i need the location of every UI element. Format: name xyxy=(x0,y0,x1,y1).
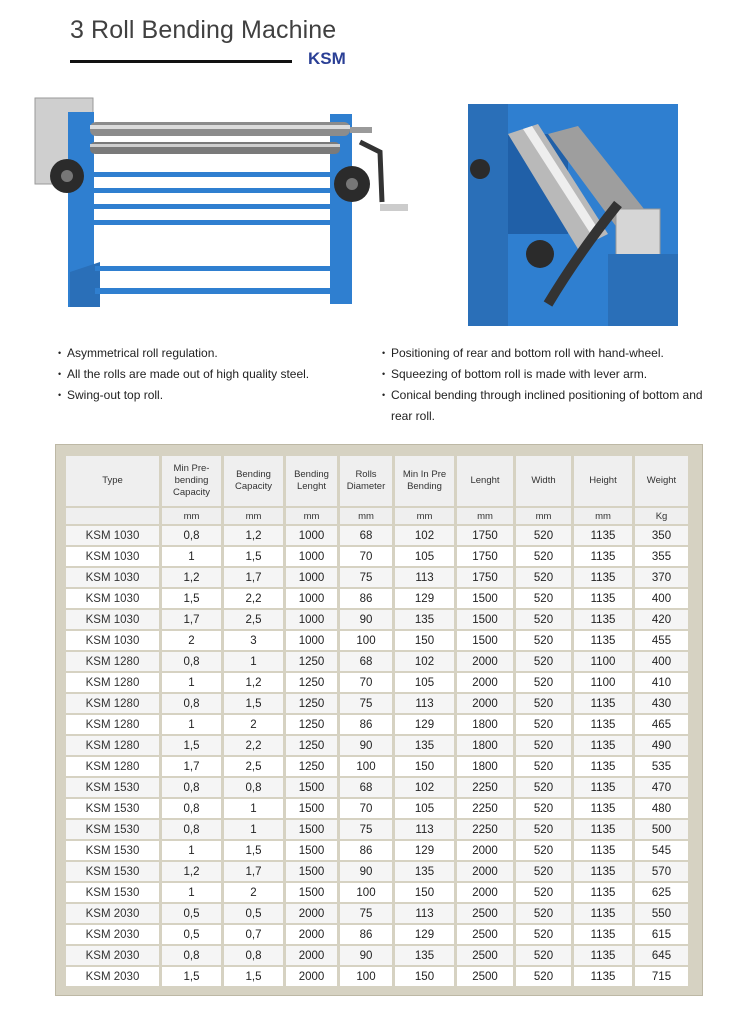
value-cell: 520 xyxy=(516,694,571,713)
column-header: Bending Capacity xyxy=(224,456,283,506)
value-cell: 150 xyxy=(395,631,454,650)
value-cell: 1500 xyxy=(286,862,337,881)
value-cell: 1,5 xyxy=(224,841,283,860)
value-cell: 0,8 xyxy=(162,694,221,713)
value-cell: 129 xyxy=(395,841,454,860)
unit-cell: mm xyxy=(224,508,283,524)
value-cell: 2000 xyxy=(457,841,513,860)
feature-item: • All the rolls are made out of high quality steel. xyxy=(58,364,368,385)
value-cell: 2250 xyxy=(457,820,513,839)
value-cell: 490 xyxy=(635,736,688,755)
value-cell: 520 xyxy=(516,652,571,671)
value-cell: 2,2 xyxy=(224,589,283,608)
value-cell: 68 xyxy=(340,652,392,671)
unit-cell: mm xyxy=(162,508,221,524)
value-cell: 1,7 xyxy=(162,610,221,629)
value-cell: 430 xyxy=(635,694,688,713)
value-cell: 113 xyxy=(395,694,454,713)
value-cell: 1,5 xyxy=(162,736,221,755)
table-header-row xyxy=(66,456,688,506)
table-row xyxy=(66,673,688,692)
value-cell: 1135 xyxy=(574,967,632,986)
value-cell: 1135 xyxy=(574,799,632,818)
table-row xyxy=(66,820,688,839)
value-cell: 0,8 xyxy=(224,946,283,965)
value-cell: 1135 xyxy=(574,736,632,755)
value-cell: 355 xyxy=(635,547,688,566)
type-cell: KSM 1030 xyxy=(66,547,159,566)
value-cell: 550 xyxy=(635,904,688,923)
machine-detail-photo xyxy=(468,104,678,326)
value-cell: 1135 xyxy=(574,778,632,797)
table-row xyxy=(66,925,688,944)
value-cell: 625 xyxy=(635,883,688,902)
value-cell: 520 xyxy=(516,820,571,839)
table-row xyxy=(66,631,688,650)
value-cell: 75 xyxy=(340,568,392,587)
table-row xyxy=(66,736,688,755)
value-cell: 100 xyxy=(340,631,392,650)
column-header: Weight xyxy=(635,456,688,506)
table-units-row xyxy=(66,508,688,524)
value-cell: 1250 xyxy=(286,694,337,713)
value-cell: 0,8 xyxy=(162,946,221,965)
value-cell: 102 xyxy=(395,652,454,671)
value-cell: 520 xyxy=(516,736,571,755)
value-cell: 150 xyxy=(395,757,454,776)
specifications-table xyxy=(63,454,691,988)
value-cell: 520 xyxy=(516,589,571,608)
feature-item: • Squeezing of bottom roll is made with lever arm. xyxy=(382,364,712,385)
value-cell: 90 xyxy=(340,736,392,755)
value-cell: 1250 xyxy=(286,673,337,692)
value-cell: 0,8 xyxy=(162,778,221,797)
value-cell: 400 xyxy=(635,589,688,608)
column-header: Bending Lenght xyxy=(286,456,337,506)
value-cell: 150 xyxy=(395,967,454,986)
value-cell: 1000 xyxy=(286,631,337,650)
column-header: Rolls Diameter xyxy=(340,456,392,506)
value-cell: 470 xyxy=(635,778,688,797)
value-cell: 1135 xyxy=(574,610,632,629)
value-cell: 1,5 xyxy=(224,694,283,713)
value-cell: 86 xyxy=(340,715,392,734)
value-cell: 100 xyxy=(340,967,392,986)
value-cell: 1,5 xyxy=(224,547,283,566)
type-cell: KSM 1530 xyxy=(66,862,159,881)
value-cell: 0,8 xyxy=(162,799,221,818)
column-header: Min Pre-bending Capacity xyxy=(162,456,221,506)
type-cell: KSM 1030 xyxy=(66,526,159,545)
value-cell: 1135 xyxy=(574,904,632,923)
feature-item: • Positioning of rear and bottom roll with hand-wheel. xyxy=(382,343,712,364)
type-cell: KSM 1030 xyxy=(66,589,159,608)
value-cell: 105 xyxy=(395,673,454,692)
type-cell: KSM 2030 xyxy=(66,925,159,944)
machine-front-photo xyxy=(30,92,410,322)
feature-item: • Asymmetrical roll regulation. xyxy=(58,343,368,364)
value-cell: 1 xyxy=(162,673,221,692)
value-cell: 75 xyxy=(340,904,392,923)
value-cell: 1135 xyxy=(574,820,632,839)
value-cell: 113 xyxy=(395,820,454,839)
value-cell: 1135 xyxy=(574,715,632,734)
value-cell: 0,8 xyxy=(162,526,221,545)
value-cell: 520 xyxy=(516,841,571,860)
value-cell: 129 xyxy=(395,925,454,944)
value-cell: 520 xyxy=(516,757,571,776)
value-cell: 1,2 xyxy=(224,526,283,545)
type-cell: KSM 1280 xyxy=(66,736,159,755)
value-cell: 2500 xyxy=(457,946,513,965)
table-row xyxy=(66,589,688,608)
value-cell: 615 xyxy=(635,925,688,944)
value-cell: 2500 xyxy=(457,925,513,944)
value-cell: 2000 xyxy=(457,652,513,671)
value-cell: 1500 xyxy=(286,841,337,860)
table-row xyxy=(66,883,688,902)
value-cell: 1250 xyxy=(286,736,337,755)
unit-cell: mm xyxy=(516,508,571,524)
value-cell: 68 xyxy=(340,778,392,797)
type-cell: KSM 2030 xyxy=(66,946,159,965)
value-cell: 1 xyxy=(162,841,221,860)
value-cell: 1135 xyxy=(574,925,632,944)
value-cell: 480 xyxy=(635,799,688,818)
value-cell: 1135 xyxy=(574,526,632,545)
value-cell: 1,5 xyxy=(162,589,221,608)
value-cell: 135 xyxy=(395,862,454,881)
value-cell: 500 xyxy=(635,820,688,839)
value-cell: 520 xyxy=(516,778,571,797)
type-cell: KSM 1530 xyxy=(66,841,159,860)
table-row xyxy=(66,862,688,881)
value-cell: 2000 xyxy=(457,883,513,902)
value-cell: 1500 xyxy=(457,589,513,608)
value-cell: 520 xyxy=(516,967,571,986)
value-cell: 1 xyxy=(224,820,283,839)
table-row xyxy=(66,904,688,923)
type-cell: KSM 1530 xyxy=(66,820,159,839)
table-row xyxy=(66,694,688,713)
value-cell: 520 xyxy=(516,526,571,545)
value-cell: 129 xyxy=(395,589,454,608)
value-cell: 68 xyxy=(340,526,392,545)
value-cell: 1800 xyxy=(457,736,513,755)
value-cell: 1100 xyxy=(574,673,632,692)
model-label: KSM xyxy=(308,49,346,68)
value-cell: 1 xyxy=(224,799,283,818)
value-cell: 1135 xyxy=(574,589,632,608)
value-cell: 86 xyxy=(340,841,392,860)
value-cell: 2250 xyxy=(457,778,513,797)
value-cell: 2 xyxy=(162,631,221,650)
value-cell: 102 xyxy=(395,526,454,545)
value-cell: 1 xyxy=(162,883,221,902)
value-cell: 135 xyxy=(395,736,454,755)
value-cell: 1250 xyxy=(286,715,337,734)
column-header: Width xyxy=(516,456,571,506)
value-cell: 520 xyxy=(516,799,571,818)
value-cell: 2000 xyxy=(457,694,513,713)
table-row xyxy=(66,547,688,566)
value-cell: 70 xyxy=(340,799,392,818)
value-cell: 1 xyxy=(162,547,221,566)
value-cell: 1500 xyxy=(286,883,337,902)
unit-cell: mm xyxy=(574,508,632,524)
value-cell: 1500 xyxy=(286,799,337,818)
table-row xyxy=(66,610,688,629)
value-cell: 75 xyxy=(340,694,392,713)
value-cell: 0,5 xyxy=(162,904,221,923)
table-row xyxy=(66,778,688,797)
value-cell: 1250 xyxy=(286,757,337,776)
value-cell: 1500 xyxy=(286,778,337,797)
feature-list-right xyxy=(382,343,712,427)
value-cell: 1,7 xyxy=(162,757,221,776)
value-cell: 2500 xyxy=(457,904,513,923)
value-cell: 113 xyxy=(395,904,454,923)
table-row xyxy=(66,967,688,986)
value-cell: 1500 xyxy=(286,820,337,839)
value-cell: 2 xyxy=(224,883,283,902)
spec-table-frame xyxy=(55,444,703,996)
value-cell: 86 xyxy=(340,925,392,944)
unit-cell: mm xyxy=(457,508,513,524)
value-cell: 1750 xyxy=(457,526,513,545)
value-cell: 1500 xyxy=(457,631,513,650)
type-cell: KSM 1280 xyxy=(66,715,159,734)
value-cell: 0,8 xyxy=(162,652,221,671)
value-cell: 1,2 xyxy=(162,568,221,587)
value-cell: 100 xyxy=(340,883,392,902)
value-cell: 1000 xyxy=(286,547,337,566)
value-cell: 1000 xyxy=(286,568,337,587)
value-cell: 0,5 xyxy=(162,925,221,944)
value-cell: 1100 xyxy=(574,652,632,671)
value-cell: 150 xyxy=(395,883,454,902)
table-row xyxy=(66,652,688,671)
type-cell: KSM 1530 xyxy=(66,778,159,797)
type-cell: KSM 1280 xyxy=(66,694,159,713)
value-cell: 400 xyxy=(635,652,688,671)
value-cell: 2000 xyxy=(457,862,513,881)
value-cell: 129 xyxy=(395,715,454,734)
value-cell: 1250 xyxy=(286,652,337,671)
value-cell: 102 xyxy=(395,778,454,797)
value-cell: 535 xyxy=(635,757,688,776)
value-cell: 520 xyxy=(516,631,571,650)
type-cell: KSM 1030 xyxy=(66,631,159,650)
value-cell: 2000 xyxy=(286,946,337,965)
value-cell: 1000 xyxy=(286,526,337,545)
value-cell: 520 xyxy=(516,715,571,734)
value-cell: 1135 xyxy=(574,631,632,650)
column-header: Height xyxy=(574,456,632,506)
table-row xyxy=(66,526,688,545)
value-cell: 113 xyxy=(395,568,454,587)
column-header: Min In Pre Bending xyxy=(395,456,454,506)
feature-list-left xyxy=(58,343,368,406)
value-cell: 105 xyxy=(395,547,454,566)
value-cell: 1,5 xyxy=(224,967,283,986)
value-cell: 1 xyxy=(162,715,221,734)
value-cell: 545 xyxy=(635,841,688,860)
value-cell: 90 xyxy=(340,946,392,965)
table-row xyxy=(66,799,688,818)
value-cell: 1500 xyxy=(457,610,513,629)
value-cell: 2,5 xyxy=(224,757,283,776)
column-header: Lenght xyxy=(457,456,513,506)
value-cell: 2000 xyxy=(286,967,337,986)
type-cell: KSM 2030 xyxy=(66,904,159,923)
value-cell: 520 xyxy=(516,904,571,923)
title-underline xyxy=(70,60,292,63)
value-cell: 520 xyxy=(516,568,571,587)
value-cell: 455 xyxy=(635,631,688,650)
value-cell: 520 xyxy=(516,946,571,965)
value-cell: 86 xyxy=(340,589,392,608)
value-cell: 520 xyxy=(516,883,571,902)
value-cell: 1,5 xyxy=(162,967,221,986)
type-cell: KSM 1280 xyxy=(66,673,159,692)
value-cell: 70 xyxy=(340,673,392,692)
value-cell: 0,8 xyxy=(224,778,283,797)
feature-item: • Swing-out top roll. xyxy=(58,385,368,406)
value-cell: 1135 xyxy=(574,862,632,881)
table-row xyxy=(66,715,688,734)
type-cell: KSM 1530 xyxy=(66,799,159,818)
value-cell: 1750 xyxy=(457,568,513,587)
value-cell: 1,7 xyxy=(224,862,283,881)
value-cell: 350 xyxy=(635,526,688,545)
value-cell: 1,7 xyxy=(224,568,283,587)
value-cell: 1135 xyxy=(574,694,632,713)
value-cell: 75 xyxy=(340,820,392,839)
type-cell: KSM 1030 xyxy=(66,610,159,629)
value-cell: 520 xyxy=(516,673,571,692)
value-cell: 1,2 xyxy=(224,673,283,692)
value-cell: 520 xyxy=(516,925,571,944)
page-title: 3 Roll Bending Machine xyxy=(70,16,337,44)
value-cell: 570 xyxy=(635,862,688,881)
value-cell: 1135 xyxy=(574,547,632,566)
value-cell: 2,2 xyxy=(224,736,283,755)
value-cell: 645 xyxy=(635,946,688,965)
value-cell: 135 xyxy=(395,946,454,965)
value-cell: 90 xyxy=(340,610,392,629)
column-header: Type xyxy=(66,456,159,506)
value-cell: 1 xyxy=(224,652,283,671)
value-cell: 1000 xyxy=(286,589,337,608)
value-cell: 520 xyxy=(516,547,571,566)
value-cell: 1800 xyxy=(457,757,513,776)
value-cell: 1,2 xyxy=(162,862,221,881)
value-cell: 2,5 xyxy=(224,610,283,629)
type-cell: KSM 1280 xyxy=(66,652,159,671)
table-row xyxy=(66,757,688,776)
value-cell: 100 xyxy=(340,757,392,776)
value-cell: 420 xyxy=(635,610,688,629)
value-cell: 1135 xyxy=(574,841,632,860)
value-cell: 2000 xyxy=(286,904,337,923)
value-cell: 105 xyxy=(395,799,454,818)
value-cell: 520 xyxy=(516,862,571,881)
table-row xyxy=(66,841,688,860)
value-cell: 0,8 xyxy=(162,820,221,839)
unit-cell: mm xyxy=(340,508,392,524)
type-cell: KSM 1530 xyxy=(66,883,159,902)
type-cell: KSM 1030 xyxy=(66,568,159,587)
value-cell: 2250 xyxy=(457,799,513,818)
unit-cell: mm xyxy=(395,508,454,524)
value-cell: 2500 xyxy=(457,967,513,986)
table-row xyxy=(66,946,688,965)
value-cell: 715 xyxy=(635,967,688,986)
value-cell: 1135 xyxy=(574,946,632,965)
value-cell: 1800 xyxy=(457,715,513,734)
value-cell: 0,7 xyxy=(224,925,283,944)
value-cell: 520 xyxy=(516,610,571,629)
value-cell: 70 xyxy=(340,547,392,566)
unit-cell: Kg xyxy=(635,508,688,524)
value-cell: 1135 xyxy=(574,568,632,587)
value-cell: 2 xyxy=(224,715,283,734)
value-cell: 370 xyxy=(635,568,688,587)
value-cell: 1135 xyxy=(574,883,632,902)
value-cell: 2000 xyxy=(457,673,513,692)
table-row xyxy=(66,568,688,587)
unit-cell xyxy=(66,508,159,524)
type-cell: KSM 1280 xyxy=(66,757,159,776)
value-cell: 0,5 xyxy=(224,904,283,923)
value-cell: 2000 xyxy=(286,925,337,944)
value-cell: 90 xyxy=(340,862,392,881)
value-cell: 1000 xyxy=(286,610,337,629)
value-cell: 135 xyxy=(395,610,454,629)
feature-item: • Conical bending through inclined positioning of bottom and rear roll. xyxy=(382,385,712,427)
value-cell: 465 xyxy=(635,715,688,734)
type-cell: KSM 2030 xyxy=(66,967,159,986)
value-cell: 3 xyxy=(224,631,283,650)
value-cell: 410 xyxy=(635,673,688,692)
value-cell: 1750 xyxy=(457,547,513,566)
value-cell: 1135 xyxy=(574,757,632,776)
unit-cell: mm xyxy=(286,508,337,524)
